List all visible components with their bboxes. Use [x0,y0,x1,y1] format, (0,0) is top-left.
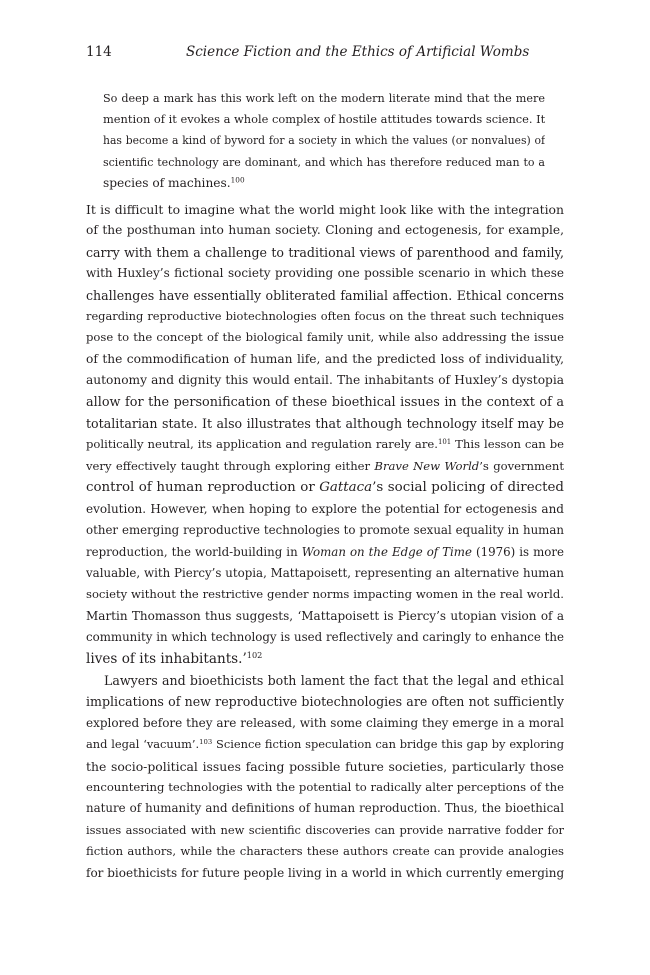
text-line: the socio-political issues facing possible future societies, particularly those [86,758,564,774]
text-line: nature of humanity and definitions of human reproduction. Thus, the bioethical [86,801,564,816]
page-header [86,44,564,68]
text-line: evolution. However, when hoping to explore the potential for ectogenesis and [86,501,564,516]
text-line: Lawyers and bioethicists both lament the fact that the legal and ethical [104,672,564,688]
quote-line: has become a kind of byword for a society in which the values (or nonvalues) of [103,134,545,148]
footnote-marker: 103 [199,738,213,747]
quote-text: species of machines. [103,175,231,190]
text-line: other emerging reproductive technologies to promote sexual equality in human [86,523,564,538]
text-run: reproduction, the world-building in [86,544,302,559]
text-line [86,649,564,670]
work-title: Gattaca [319,480,373,496]
text-line: It is difficult to imagine what the world might look like with the integration [86,202,564,217]
text-run: Science fiction speculation can bridge this gap by exploring [212,737,564,752]
paragraph [86,670,564,884]
page-number: 114 [86,44,112,60]
text-line: explored before they are released, with some claiming they emerge in a moral [86,715,564,730]
text-line: autonomy and dignity this would entail. The inhabitants of Huxley’s dystopia [86,373,564,388]
text-run: (1976) is more [471,544,564,559]
text-line: with Huxley’s fictional society providing one possible scenario in which these [86,266,564,281]
work-title: Brave New World [374,458,480,473]
text-line: challenges have essentially obliterated familial affection. Ethical concerns [86,287,564,303]
text-line: Martin Thomasson thus suggests, ‘Mattapoisett is Piercy’s utopian vision of a [86,608,564,623]
text-run: politically neutral, its application and regulation rarely are. [86,437,438,452]
text-line: of the posthuman into human society. Cloning and ectogenesis, for example, [86,223,564,238]
quote-line: So deep a mark has this work left on the modern literate mind that the mere [103,92,545,105]
text-line: implications of new reproductive biotechnologies are often not sufficiently [86,694,564,710]
text-line: encountering technologies with the potential to radically alter perceptions of the [86,779,564,794]
text-line: society without the restrictive gender norms impacting women in the real world. [86,587,564,602]
work-title: Woman on the Edge of Time [301,544,472,559]
text-line: allow for the personification of these bioethical issues in the context of a [86,394,564,410]
text-run: very effectively taught through exploring either [86,458,375,473]
block-quote [103,88,545,194]
text-run: ’s government [479,458,564,473]
body-text [86,199,564,884]
quote-line: scientific technology are dominant, and which has therefore reduced man to a [103,155,545,169]
text-run: control of human reproduction or [86,480,320,496]
text-line: fiction authors, while the characters these authors create can provide analogies [86,844,564,859]
text-line: community in which technology is used reflectively and caringly to enhance the [86,630,564,645]
text-line: totalitarian state. It also illustrates that although technology itself may be [86,416,564,432]
text-line: pose to the concept of the biological family unit, while also addressing the issue [86,330,564,345]
text-line: for bioethicists for future people living in a world in which currently emerging [86,865,564,880]
text-line [86,477,564,498]
text-line: carry with them a challenge to traditional views of parenthood and family, [86,244,564,260]
text-run: lives of its inhabitants.’ [86,650,247,667]
text-line [86,734,564,755]
footnote-marker: 100 [230,175,245,185]
quote-line: mention of it evokes a whole complex of hostile attitudes towards science. It [103,112,545,127]
running-head: Science Fiction and the Ethics of Artificial Wombs [186,44,530,60]
text-run: This lesson can be [451,437,564,452]
text-line: issues associated with new scientific discoveries can provide narrative fodder for [86,822,564,837]
text-line: regarding reproductive biotechnologies often focus on the threat such techniques [86,309,564,324]
text-run: ’s social policing of directed [372,480,564,496]
text-line [86,456,564,477]
quote-line [103,173,545,194]
text-line: valuable, with Piercy’s utopia, Mattapoisett, representing an alternative human [86,565,564,580]
text-line: of the commodification of human life, and the predicted loss of individuality, [86,351,564,366]
footnote-marker: 102 [246,649,263,660]
text-run: and legal ‘vacuum’. [86,737,200,752]
text-line [86,542,564,563]
text-line [86,434,564,455]
footnote-marker: 101 [437,438,452,447]
paragraph [86,199,564,670]
